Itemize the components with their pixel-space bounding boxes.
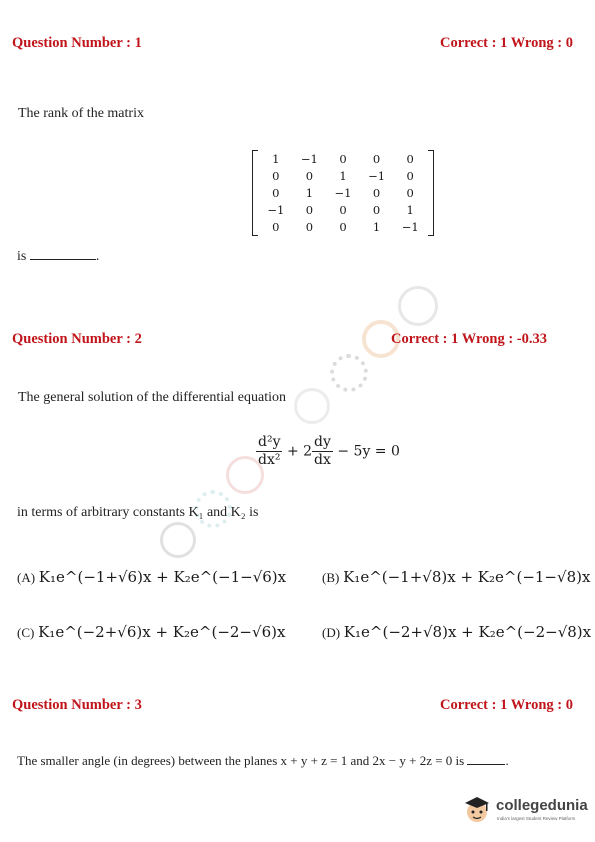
option-d-label: (D) [322,625,341,640]
differential-equation [256,434,400,469]
option-b[interactable] [322,568,590,587]
option-a-text: K₁e^(−1+√6)x + K₂e^(−1−√6)x [38,568,287,586]
matrix-cell: 0 [339,220,347,234]
matrix-cell: 0 [372,186,381,200]
watermark-seal [330,354,368,392]
matrix-cell: −1 [300,152,318,166]
question-2-marks: Correct : 1 Wrong : -0.33 [391,331,547,347]
option-a-label: (A) [17,570,36,585]
equation-plus-two: + 2 [286,443,313,460]
equation-rhs: − 5y = 0 [337,443,400,460]
matrix-cell: 0 [305,169,314,183]
matrix-cell: 0 [272,169,280,183]
matrix-cell: 0 [305,203,314,217]
watermark-seal [160,522,196,558]
matrix-cell: −1 [368,169,386,183]
question-3-marks: Correct : 1 Wrong : 0 [439,697,573,713]
rank-matrix [252,150,434,236]
matrix-cell: 1 [406,203,414,217]
option-c-text: K₁e^(−2+√6)x + K₂e^(−2−√6)x [38,623,286,641]
option-c[interactable] [17,623,285,642]
watermark-seal [398,286,438,326]
watermark-seal [294,388,330,424]
matrix-cell: 0 [305,220,314,234]
collegedunia-tagline: India's largest Student Review Platform [497,816,576,821]
question-2-number: Question Number : 2 [12,331,142,347]
answer-blank[interactable] [467,753,505,765]
matrix-cell: 0 [406,186,414,200]
matrix-cell: 0 [406,169,414,183]
matrix-right-bracket [428,150,434,236]
answer-blank[interactable] [30,248,96,260]
question-3-number: Question Number : 3 [12,697,142,713]
collegedunia-logo-icon [462,794,492,824]
second-derivative: $\frac{\text{d²y}}{\text{dx²}}$ [258,434,281,468]
question-1-prompt: The rank of the matrix [18,106,144,121]
matrix-cell: 0 [339,152,347,166]
option-b-text: K₁e^(−1+√8)x + K₂e^(−1−√8)x [343,568,591,586]
question-3-prompt: The smaller angle (in degrees) between the planes x + y + z = 1 and 2x − y + 2z = 0 is [17,753,465,768]
collegedunia-logo-text: collegedunia [496,797,588,814]
question-1-marks: Correct : 1 Wrong : 0 [439,35,573,51]
question-1-number: Question Number : 1 [12,35,142,51]
matrix-grid [259,151,427,236]
matrix-cell: 0 [372,152,381,166]
matrix-cell: 0 [272,186,280,200]
matrix-cell: 1 [272,152,280,166]
question-3-end: . [505,753,509,768]
question-1-suffix: is [17,249,27,264]
matrix-cell: 0 [372,203,381,217]
question-1-end: . [95,249,100,264]
matrix-cell: 0 [406,152,414,166]
question-1-answer-line [17,248,99,265]
matrix-cell: 0 [272,220,280,234]
option-c-label: (C) [17,625,35,640]
matrix-cell: 1 [305,186,314,200]
question-2-constants-text: in terms of arbitrary constants K₁ and K₂ is [17,505,259,520]
matrix-cell: −1 [401,220,419,234]
question-2-prompt: The general solution of the differential equation [18,390,286,405]
option-d-text: K₁e^(−2+√8)x + K₂e^(−2−√8)x [343,623,592,641]
matrix-cell: −1 [334,186,352,200]
first-derivative: $\frac{dy}{dx}$ [314,434,331,468]
matrix-cell: −1 [267,203,285,217]
matrix-left-bracket [252,150,258,236]
matrix-cell: 1 [372,220,381,234]
matrix-cell: 1 [339,169,347,183]
option-a[interactable] [17,568,286,587]
question-3-prompt-line [17,753,509,769]
matrix-cell: 0 [339,203,347,217]
option-d[interactable] [322,623,591,642]
option-b-label: (B) [322,570,340,585]
